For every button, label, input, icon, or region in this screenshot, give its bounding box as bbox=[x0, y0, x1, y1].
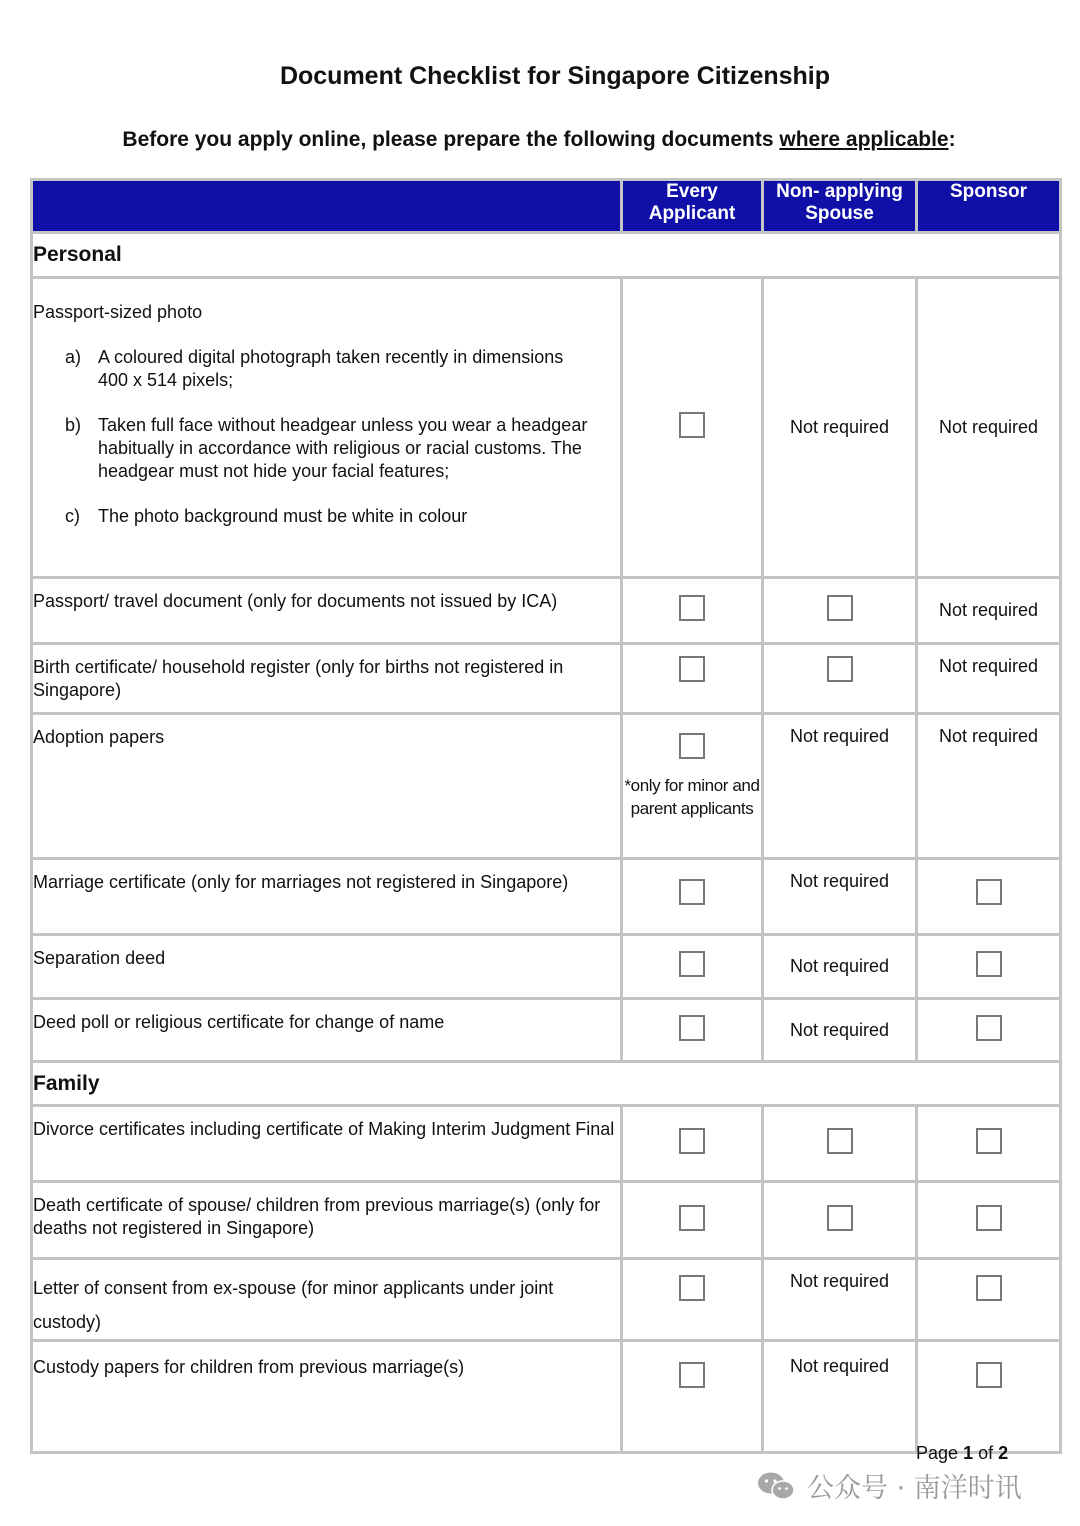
instructions-text: Before you apply online, please prepare the following documents bbox=[122, 128, 780, 151]
page-word: Page bbox=[916, 1443, 959, 1463]
checkbox[interactable] bbox=[827, 1128, 853, 1154]
photo-requirements bbox=[33, 346, 620, 528]
checkbox[interactable] bbox=[679, 733, 705, 759]
table-row bbox=[32, 935, 1061, 999]
wechat-icon bbox=[757, 1471, 795, 1501]
row-description: Custody papers for children from previous marriage(s) bbox=[32, 1341, 622, 1453]
cell-sponsor bbox=[917, 859, 1061, 935]
cell-every-applicant bbox=[622, 644, 763, 714]
checkbox[interactable] bbox=[976, 1015, 1002, 1041]
checkbox[interactable] bbox=[679, 879, 705, 905]
checkbox[interactable] bbox=[976, 1128, 1002, 1154]
row-description: Divorce certificates including certificate of Making Interim Judgment Final bbox=[32, 1106, 622, 1182]
table-row bbox=[32, 1341, 1061, 1453]
page-number bbox=[916, 1443, 1008, 1464]
table-row bbox=[32, 1182, 1061, 1259]
photo-title: Passport-sized photo bbox=[33, 302, 203, 322]
page-of-word: of bbox=[978, 1443, 994, 1463]
header-sponsor: Sponsor bbox=[917, 180, 1061, 233]
checkbox[interactable] bbox=[827, 595, 853, 621]
row-description: Adoption papers bbox=[32, 714, 622, 859]
cell-sponsor bbox=[917, 999, 1061, 1062]
row-description: Deed poll or religious certificate for change of name bbox=[32, 999, 622, 1062]
row-description: Letter of consent from ex-spouse (for minor applicants under joint custody) bbox=[32, 1259, 622, 1341]
cell-sponsor bbox=[917, 1259, 1061, 1341]
table-row bbox=[32, 714, 1061, 859]
cell-every-applicant bbox=[622, 578, 763, 644]
cell-spouse: Not required bbox=[763, 859, 917, 935]
cell-sponsor: Not required bbox=[917, 644, 1061, 714]
row-description: Birth certificate/ household register (only for births not registered in Singapore) bbox=[32, 644, 622, 714]
cell-sponsor bbox=[917, 1182, 1061, 1259]
cell-spouse: Not required bbox=[763, 278, 917, 578]
table-row bbox=[32, 1106, 1061, 1182]
checkbox[interactable] bbox=[679, 1015, 705, 1041]
cell-spouse: Not required bbox=[763, 1341, 917, 1453]
list-item-text: A coloured digital photograph taken recently in dimensions 400 x 514 pixels; bbox=[98, 347, 564, 390]
checkbox[interactable] bbox=[679, 1128, 705, 1154]
cell-sponsor: Not required bbox=[917, 278, 1061, 578]
list-item-label: c) bbox=[65, 506, 80, 526]
list-item bbox=[33, 346, 620, 392]
cell-every-applicant bbox=[622, 935, 763, 999]
header-non-applying-spouse: Non- applying Spouse bbox=[763, 180, 917, 233]
section-title-family: Family bbox=[32, 1062, 1061, 1106]
table-row bbox=[32, 1259, 1061, 1341]
checkbox[interactable] bbox=[679, 951, 705, 977]
table-row bbox=[32, 999, 1061, 1062]
watermark-text: 公众号 · 南洋时讯 bbox=[807, 1473, 1022, 1504]
page-total: 2 bbox=[998, 1443, 1009, 1463]
cell-every-applicant bbox=[622, 999, 763, 1062]
checkbox[interactable] bbox=[679, 412, 705, 438]
table-row bbox=[32, 644, 1061, 714]
checkbox[interactable] bbox=[976, 1205, 1002, 1231]
checkbox[interactable] bbox=[827, 656, 853, 682]
list-item-text: The photo background must be white in colour bbox=[98, 506, 468, 526]
row-description: Separation deed bbox=[32, 935, 622, 999]
row-description: Death certificate of spouse/ children from previous marriage(s) (only for deaths not registered in Singapore) bbox=[32, 1182, 622, 1259]
cell-every-applicant bbox=[622, 1259, 763, 1341]
instructions-underlined: where applicable bbox=[779, 128, 949, 151]
cell-spouse: Not required bbox=[763, 714, 917, 859]
list-item-text: Taken full face without headgear unless you wear a headgear habitually in accordance with religious or racial customs. The headgear must not hide your facial features; bbox=[98, 415, 588, 481]
adoption-note: *only for minor and parent applicants bbox=[624, 776, 760, 818]
instructions-line bbox=[0, 128, 1078, 152]
checkbox[interactable] bbox=[679, 656, 705, 682]
checkbox[interactable] bbox=[679, 1275, 705, 1301]
cell-spouse bbox=[763, 644, 917, 714]
section-title-personal: Personal bbox=[32, 233, 1061, 278]
checkbox[interactable] bbox=[976, 951, 1002, 977]
cell-sponsor bbox=[917, 935, 1061, 999]
checkbox[interactable] bbox=[976, 1362, 1002, 1388]
checklist-table bbox=[30, 178, 1062, 1454]
cell-every-applicant bbox=[622, 714, 763, 859]
header-blank bbox=[32, 180, 622, 233]
checkbox[interactable] bbox=[976, 1275, 1002, 1301]
header-every-applicant: Every Applicant bbox=[622, 180, 763, 233]
row-description: Passport/ travel document (only for documents not issued by ICA) bbox=[32, 578, 622, 644]
instructions-colon: : bbox=[948, 128, 956, 151]
cell-spouse bbox=[763, 1182, 917, 1259]
cell-sponsor bbox=[917, 1106, 1061, 1182]
row-description bbox=[32, 278, 622, 578]
cell-spouse: Not required bbox=[763, 935, 917, 999]
watermark bbox=[757, 1466, 1022, 1505]
cell-sponsor: Not required bbox=[917, 714, 1061, 859]
table-row bbox=[32, 278, 1061, 578]
cell-every-applicant bbox=[622, 278, 763, 578]
cell-spouse bbox=[763, 1106, 917, 1182]
cell-spouse: Not required bbox=[763, 999, 917, 1062]
section-row-personal bbox=[32, 233, 1061, 278]
list-item-label: b) bbox=[65, 415, 82, 435]
document-title: Document Checklist for Singapore Citizenship bbox=[279, 62, 831, 90]
cell-sponsor bbox=[917, 1341, 1061, 1453]
row-description: Marriage certificate (only for marriages not registered in Singapore) bbox=[32, 859, 622, 935]
table-row bbox=[32, 578, 1061, 644]
checkbox[interactable] bbox=[679, 1205, 705, 1231]
cell-every-applicant bbox=[622, 1182, 763, 1259]
list-item bbox=[33, 505, 620, 528]
checkbox[interactable] bbox=[679, 1362, 705, 1388]
page-current: 1 bbox=[963, 1443, 974, 1463]
list-item-label: a) bbox=[65, 347, 82, 367]
cell-every-applicant bbox=[622, 1341, 763, 1453]
cell-every-applicant bbox=[622, 859, 763, 935]
cell-spouse bbox=[763, 578, 917, 644]
checkbox[interactable] bbox=[976, 879, 1002, 905]
header-row bbox=[32, 180, 1061, 233]
cell-spouse: Not required bbox=[763, 1259, 917, 1341]
cell-sponsor: Not required bbox=[917, 578, 1061, 644]
checkbox[interactable] bbox=[827, 1205, 853, 1231]
section-row-family bbox=[32, 1062, 1061, 1106]
checkbox[interactable] bbox=[679, 595, 705, 621]
list-item bbox=[33, 414, 620, 483]
cell-every-applicant bbox=[622, 1106, 763, 1182]
table-row bbox=[32, 859, 1061, 935]
